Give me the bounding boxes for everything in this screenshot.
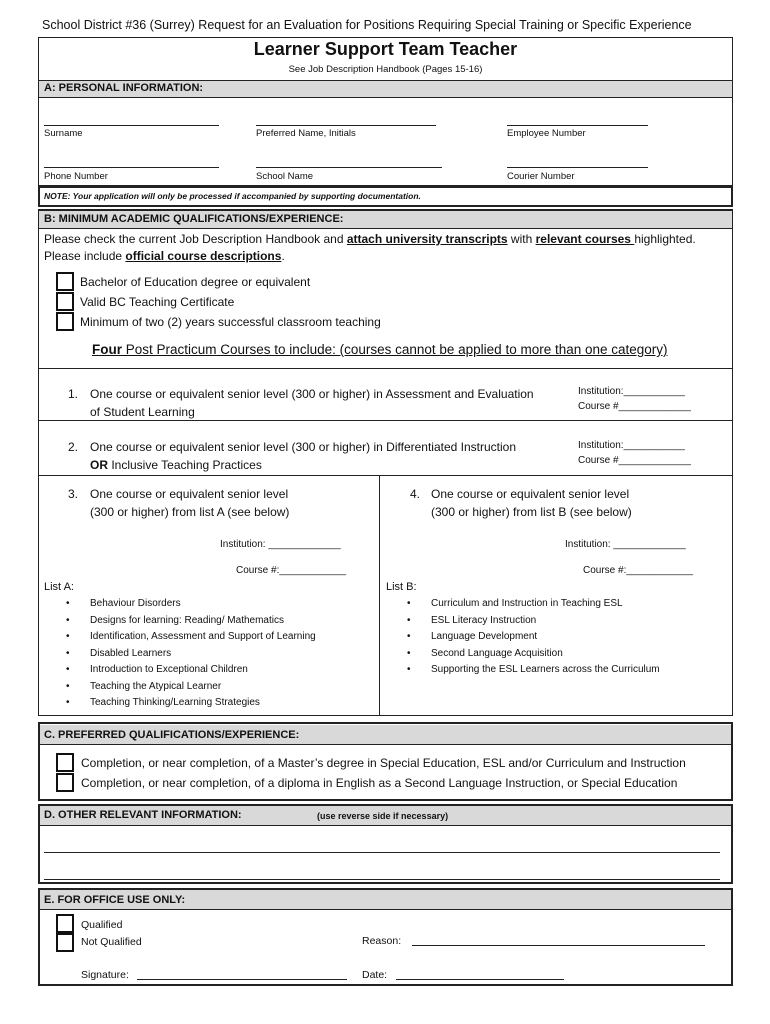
masters-checkbox[interactable] [56, 753, 74, 772]
date-label: Date: [362, 969, 388, 981]
list-b [385, 596, 660, 679]
list-a [44, 596, 316, 712]
district-header-line: School District #36 (Surrey) Request for an Evaluation for Positions Requiring Special Training or Specific Experience [42, 18, 692, 32]
reason-line[interactable] [412, 945, 705, 946]
phone-line[interactable] [44, 167, 219, 168]
course-3-institution[interactable]: Institution: _____________ [220, 539, 341, 550]
course-1-institution[interactable]: Institution:___________ [578, 386, 685, 397]
check-label-bachelor: Bachelor of Education degree or equivalent [80, 275, 311, 289]
surname-label: Surname [44, 128, 83, 139]
course-2-text: One course or equivalent senior level (300 or higher) in Differentiated Instruction [90, 440, 517, 454]
form-title: Learner Support Team Teacher [253, 39, 518, 59]
list-b-item: • Second Language Acquisition [385, 646, 660, 663]
list-b-label: List B: [386, 581, 417, 593]
list-a-item-continuation: • Disabled Learners [44, 646, 316, 663]
section-c-heading: C. PREFERRED QUALIFICATIONS/EXPERIENCE: [44, 729, 300, 741]
reason-label: Reason: [362, 935, 402, 947]
section-a-heading: A: PERSONAL INFORMATION: [44, 82, 204, 94]
list-a-item: • Designs for learning: Reading/ Mathematics [44, 613, 316, 630]
course-1-text: One course or equivalent senior level (300 or higher) in Assessment and Evaluation [90, 387, 534, 401]
course-2-number: 2. [68, 440, 79, 454]
relevant-courses-emphasis: relevant courses [535, 232, 635, 246]
form-subtitle: See Job Description Handbook (Pages 15-16) [288, 64, 483, 75]
preferred-name-line[interactable] [256, 125, 436, 126]
section-d-heading: D. OTHER RELEVANT INFORMATION: [44, 809, 242, 821]
phone-label: Phone Number [44, 171, 108, 182]
date-line[interactable] [396, 979, 564, 980]
course-4-institution[interactable]: Institution: _____________ [565, 539, 686, 550]
bachelor-checkbox[interactable] [56, 272, 74, 291]
course-3-text: One course or equivalent senior level [90, 487, 289, 501]
section-d-hint: (use reverse side if necessary) [317, 811, 449, 821]
course-2-course-number[interactable]: Course #_____________ [578, 455, 691, 466]
section-e-heading: E. FOR OFFICE USE ONLY: [44, 894, 186, 906]
preferred-name-label: Preferred Name, Initials [256, 128, 356, 139]
employee-number-label: Employee Number [507, 128, 586, 139]
list-b-item: • ESL Literacy Instruction [385, 613, 660, 630]
courier-label: Courier Number [507, 171, 575, 182]
course-4-text: One course or equivalent senior level [431, 487, 630, 501]
list-a-item: • Teaching Thinking/Learning Strategies [44, 695, 316, 712]
section-b-heading: B: MINIMUM ACADEMIC QUALIFICATIONS/EXPERIENCE: [44, 213, 344, 225]
section-b-instruction-2: Please include official course descriptions. [44, 249, 285, 263]
course-4-course-number[interactable]: Course #:____________ [583, 565, 694, 576]
employee-number-line[interactable] [507, 125, 648, 126]
transcripts-emphasis: attach university transcripts [346, 232, 508, 246]
course-2-institution[interactable]: Institution:___________ [578, 440, 685, 451]
other-info-line-2[interactable] [44, 879, 720, 880]
preferred-masters-label: Completion, or near completion, of a Master’s degree in Special Education, ESL and/or Curriculum and Instruction [81, 756, 686, 770]
course-1-number: 1. [68, 387, 79, 401]
courier-line[interactable] [507, 167, 648, 168]
course-2-text-2: OR Inclusive Teaching Practices [90, 458, 262, 472]
school-label: School Name [256, 171, 314, 182]
list-b-item: • Supporting the ESL Learners across the Curriculum [385, 662, 660, 679]
other-info-line-1[interactable] [44, 852, 720, 853]
documentation-note: NOTE: Your application will only be processed if accompanied by supporting documentation. [44, 191, 421, 201]
course-3-course-number[interactable]: Course #:____________ [236, 565, 347, 576]
course-descriptions-emphasis: official course descriptions [125, 249, 282, 263]
qualified-label: Qualified [81, 919, 123, 931]
check-label-experience: Minimum of two (2) years successful classroom teaching [80, 315, 381, 329]
course-1-course-number[interactable]: Course #_____________ [578, 401, 691, 412]
diploma-checkbox[interactable] [56, 773, 74, 792]
not-qualified-checkbox[interactable] [56, 933, 74, 952]
not-qualified-label: Not Qualified [81, 936, 142, 948]
experience-checkbox[interactable] [56, 312, 74, 331]
course-3-text-2: (300 or higher) from list A (see below) [90, 505, 290, 519]
section-b-instruction: Please check the current Job Description Handbook and attach university transcripts with relevant courses highlighted. [44, 232, 696, 246]
school-line[interactable] [256, 167, 442, 168]
signature-line[interactable] [137, 979, 347, 980]
list-a-item: • Behaviour Disorders [44, 596, 316, 613]
course-3-number: 3. [68, 487, 79, 501]
course-4-text-2: (300 or higher) from list B (see below) [431, 505, 632, 519]
row-divider-3 [38, 475, 733, 476]
practicum-courses-heading: Four Post Practicum Courses to include: (courses cannot be applied to more than one category) [92, 342, 668, 357]
surname-line[interactable] [44, 125, 219, 126]
list-b-item: • Curriculum and Instruction in Teaching ESL [385, 596, 660, 613]
list-a-item: • Introduction to Exceptional Children [44, 662, 316, 679]
preferred-diploma-label: Completion, or near completion, of a diploma in English as a Second Language Instruction, or Special Education [81, 776, 678, 790]
check-label-certificate: Valid BC Teaching Certificate [80, 295, 235, 309]
signature-label: Signature: [81, 969, 129, 981]
qualified-checkbox[interactable] [56, 914, 74, 933]
course-4-number: 4. [410, 487, 421, 501]
column-divider [379, 475, 380, 715]
row-divider-1 [38, 368, 733, 369]
list-a-item: • Teaching the Atypical Learner [44, 679, 316, 696]
course-1-text-2: of Student Learning [90, 405, 195, 419]
certificate-checkbox[interactable] [56, 292, 74, 311]
list-b-item: • Language Development [385, 629, 660, 646]
list-a-item: • Identification, Assessment and Support of Learning [44, 629, 316, 646]
list-a-label: List A: [44, 581, 74, 593]
row-divider-2 [38, 420, 733, 421]
